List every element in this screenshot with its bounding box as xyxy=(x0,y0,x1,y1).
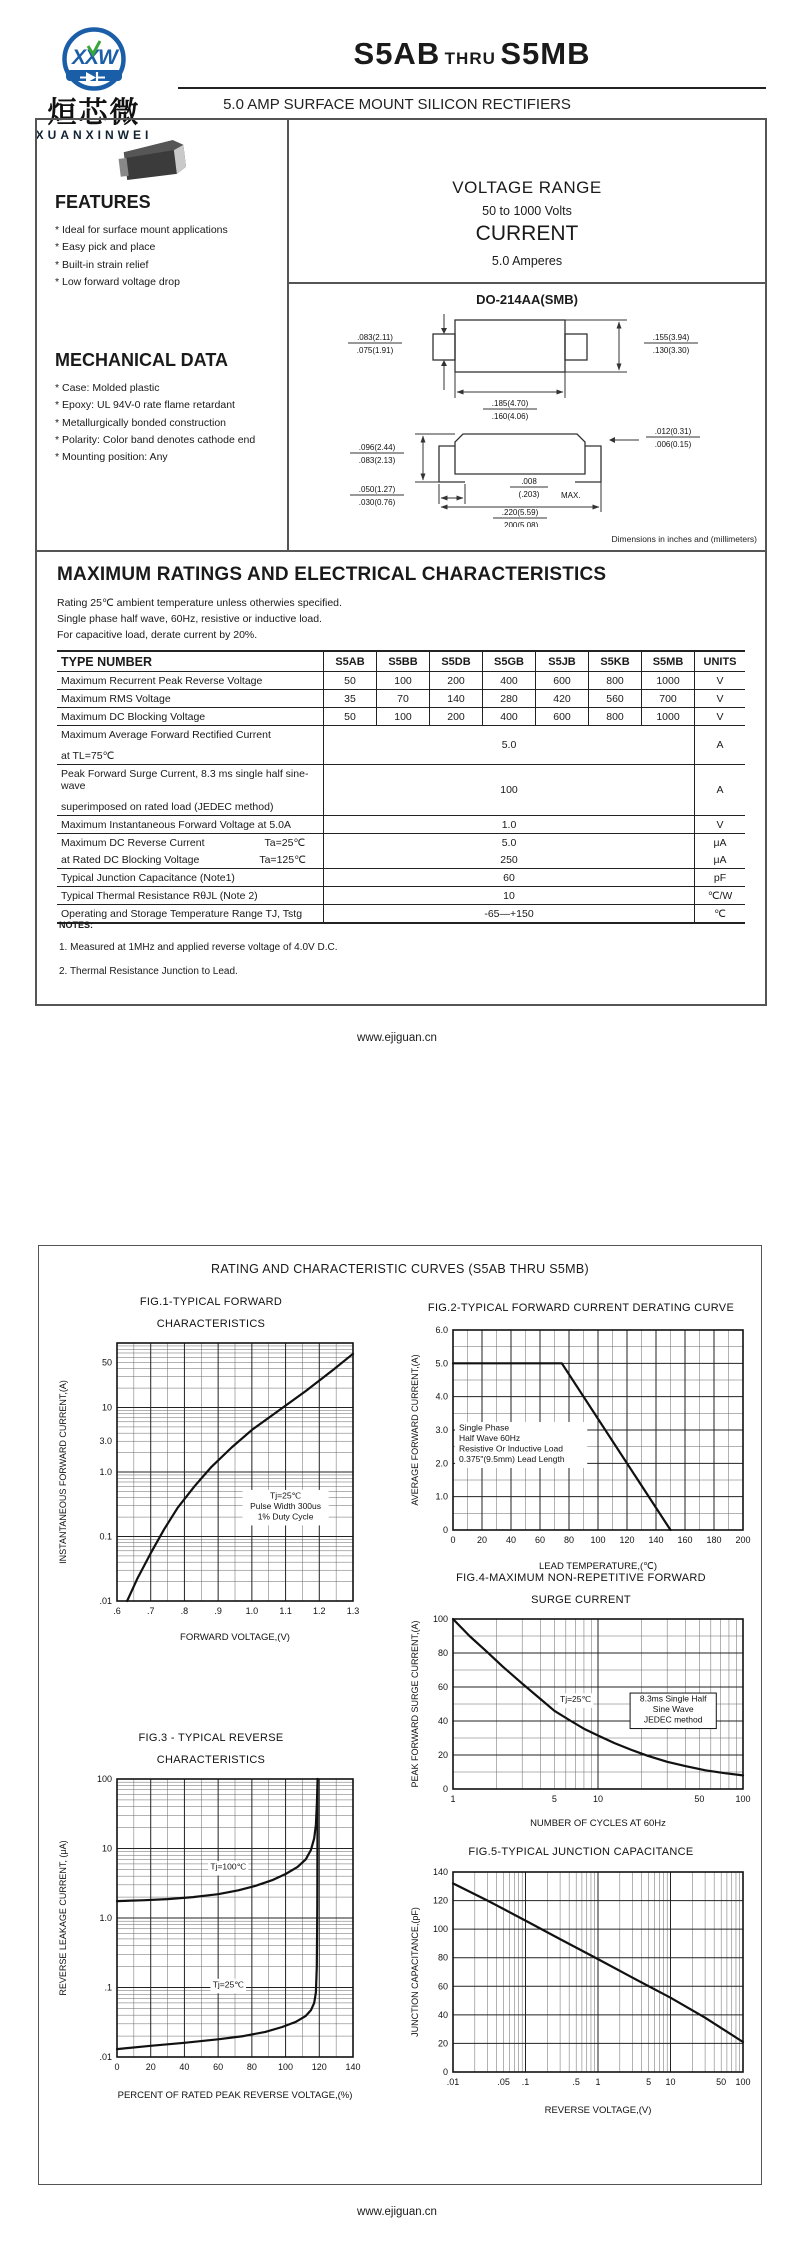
svg-text:3.0: 3.0 xyxy=(435,1424,448,1435)
value-cell: 100 xyxy=(377,672,430,690)
svg-text:10: 10 xyxy=(101,1402,112,1413)
svg-text:4.0: 4.0 xyxy=(435,1391,448,1402)
svg-text:5: 5 xyxy=(551,1794,557,1804)
chart-title: SURGE CURRENT xyxy=(531,1593,631,1606)
chart-title: CHARACTERISTICS xyxy=(156,1753,266,1766)
svg-text:1% Duty Cycle: 1% Duty Cycle xyxy=(257,1511,314,1522)
svg-text:20: 20 xyxy=(145,2062,156,2072)
svg-text:.096(2.44): .096(2.44) xyxy=(358,443,396,452)
svg-text:.130(3.30): .130(3.30) xyxy=(652,346,690,355)
svg-text:6.0: 6.0 xyxy=(435,1324,448,1335)
svg-text:Tj=25℃: Tj=25℃ xyxy=(270,1490,302,1501)
list-item: 1. Measured at 1MHz and applied reverse voltage of 4.0V D.C. xyxy=(59,942,338,953)
curves-box xyxy=(38,1245,762,2185)
svg-text:.5: .5 xyxy=(572,2076,580,2087)
svg-text:120: 120 xyxy=(432,1895,448,1906)
unit-cell: A xyxy=(695,726,746,765)
table-row xyxy=(57,816,745,834)
svg-text:10: 10 xyxy=(592,1794,604,1804)
list-item: For capacitive load, derate current by 20%. xyxy=(57,628,258,641)
svg-text:1.0: 1.0 xyxy=(99,1913,112,1923)
svg-text:200: 200 xyxy=(735,1534,751,1545)
list-item: * Metallurgically bonded construction xyxy=(55,416,227,429)
svg-text:40: 40 xyxy=(179,2062,190,2072)
list-item: * Ideal for surface mount applications xyxy=(55,224,228,236)
svg-text:.220(5.59): .220(5.59) xyxy=(501,508,539,517)
svg-text:0: 0 xyxy=(442,1524,448,1535)
svg-text:.200(5.08): .200(5.08) xyxy=(501,521,539,527)
svg-text:2.0: 2.0 xyxy=(435,1457,448,1468)
svg-text:LEAD TEMPERATURE,(℃): LEAD TEMPERATURE,(℃) xyxy=(539,1560,657,1572)
logo-icon xyxy=(58,26,130,98)
chart-canvas xyxy=(55,1773,367,2103)
notes-list xyxy=(59,936,337,984)
svg-text:80: 80 xyxy=(246,2062,257,2072)
svg-text:1.3: 1.3 xyxy=(346,1606,360,1616)
svg-text:160: 160 xyxy=(677,1534,693,1545)
unit-cell: μA xyxy=(695,851,746,869)
svg-text:.6: .6 xyxy=(113,1606,121,1616)
header-divider xyxy=(178,87,766,89)
value-cell: 50 xyxy=(324,672,377,690)
table-header-cell: S5AB xyxy=(324,651,377,672)
full-width-divider xyxy=(37,550,765,552)
value-cell: 400 xyxy=(483,708,536,726)
svg-text:20: 20 xyxy=(437,2037,448,2048)
series-Tj=100℃ xyxy=(117,1779,318,1901)
chart-title: FIG.5-TYPICAL JUNCTION CAPACITANCE xyxy=(468,1846,694,1858)
table-header-cell: S5KB xyxy=(589,651,642,672)
value-cell: 5.0 xyxy=(324,726,695,765)
chart-title: FIG.3 - TYPICAL REVERSE xyxy=(138,1732,284,1744)
table-header-cell: S5JB xyxy=(536,651,589,672)
title-part1: S5AB xyxy=(353,36,441,71)
brand-name-cn: 烜芯微 xyxy=(47,97,141,129)
chart-canvas xyxy=(407,1866,755,2118)
table-row xyxy=(57,851,745,869)
svg-text:20: 20 xyxy=(437,1750,448,1760)
svg-text:FORWARD VOLTAGE,(V): FORWARD VOLTAGE,(V) xyxy=(180,1632,290,1643)
list-item: * Polarity: Color band denotes cathode end xyxy=(55,433,256,446)
value-cell: 800 xyxy=(589,708,642,726)
unit-cell: V xyxy=(695,816,746,834)
svg-text:.012(0.31): .012(0.31) xyxy=(654,427,692,436)
svg-text:.185(4.70): .185(4.70) xyxy=(491,399,529,408)
package-name: DO-214AA(SMB) xyxy=(476,292,578,307)
row-label: Typical Thermal Resistance RθJL (Note 2) xyxy=(57,887,324,905)
svg-text:.01: .01 xyxy=(99,1596,112,1606)
unit-cell: V xyxy=(695,708,746,726)
unit-cell: pF xyxy=(695,869,746,887)
list-item: * Low forward voltage drop xyxy=(55,275,180,288)
svg-text:20: 20 xyxy=(476,1534,488,1545)
footer-url[interactable]: www.ejiguan.cn xyxy=(357,2206,437,2218)
table-row xyxy=(57,905,745,924)
package-drawing-canvas xyxy=(305,312,745,527)
chart-canvas xyxy=(55,1337,367,1645)
svg-text:100: 100 xyxy=(432,1923,448,1934)
svg-text:1: 1 xyxy=(595,2076,601,2087)
svg-text:JEDEC method: JEDEC method xyxy=(643,1714,703,1725)
value-cell: 400 xyxy=(483,672,536,690)
svg-text:50: 50 xyxy=(101,1357,112,1368)
row-label: Peak Forward Surge Current, 8.3 ms single half sine-wave superimposed on rated load (JEDEC method) xyxy=(57,765,324,816)
svg-text:.075(1.91): .075(1.91) xyxy=(356,346,394,355)
row-label: Maximum Average Forward Rectified Current at TL=75℃ xyxy=(57,726,324,765)
chart-title: CHARACTERISTICS xyxy=(156,1317,266,1330)
mechanical-list xyxy=(55,380,255,467)
value-cell: 200 xyxy=(430,708,483,726)
list-item: * Epoxy: UL 94V-0 rate flame retardant xyxy=(55,399,235,412)
table-row xyxy=(57,690,745,708)
svg-text:.9: .9 xyxy=(214,1606,222,1616)
fig4-surge-current-chart xyxy=(407,1570,755,1836)
svg-text:.006(0.15): .006(0.15) xyxy=(654,440,692,449)
svg-text:80: 80 xyxy=(437,1648,448,1658)
svg-text:Single Phase: Single Phase xyxy=(459,1422,510,1432)
svg-text:.01: .01 xyxy=(446,2076,460,2087)
svg-text:0.375"(9.5mm) Lead Length: 0.375"(9.5mm) Lead Length xyxy=(459,1453,565,1464)
list-item: 2. Thermal Resistance Junction to Lead. xyxy=(59,966,238,977)
unit-cell: ℃ xyxy=(695,905,746,924)
value-cell: 70 xyxy=(377,690,430,708)
svg-text:100: 100 xyxy=(96,1774,112,1784)
svg-text:120: 120 xyxy=(311,2062,327,2072)
title-thru: THRU xyxy=(444,49,496,68)
svg-text:NUMBER OF CYCLES AT 60Hz: NUMBER OF CYCLES AT 60Hz xyxy=(530,1818,666,1829)
svg-text:40: 40 xyxy=(505,1534,517,1545)
svg-text:.1: .1 xyxy=(104,1982,112,1993)
svg-text:60: 60 xyxy=(437,1682,448,1692)
row-label: Maximum Instantaneous Forward Voltage at 5.0A xyxy=(57,816,324,834)
svg-text:140: 140 xyxy=(432,1866,448,1877)
svg-text:.8: .8 xyxy=(180,1606,189,1616)
svg-text:Sine Wave: Sine Wave xyxy=(652,1704,694,1715)
svg-text:0: 0 xyxy=(114,2062,120,2072)
value-cell: 1.0 xyxy=(324,816,695,834)
table-header-label: TYPE NUMBER xyxy=(57,651,324,672)
mechanical-heading: MECHANICAL DATA xyxy=(55,350,228,370)
value-cell: 1000 xyxy=(642,672,695,690)
svg-text:PEAK FORWARD SURGE CURRENT,(A): PEAK FORWARD SURGE CURRENT,(A) xyxy=(410,1620,420,1788)
svg-text:60: 60 xyxy=(213,2062,224,2072)
value-cell: -65—+150 xyxy=(324,905,695,924)
table-header-cell: UNITS xyxy=(695,651,746,672)
ratings-table-wrap xyxy=(57,650,745,924)
spec-box xyxy=(35,118,767,1006)
svg-text:W: W xyxy=(98,46,118,69)
row-label: Typical Junction Capacitance (Note1) xyxy=(57,869,324,887)
list-item: Single phase half wave, 60Hz, resistive or inductive load. xyxy=(57,612,322,625)
table-header-cell: S5GB xyxy=(483,651,536,672)
voltage-range-value: 50 to 1000 Volts xyxy=(482,204,572,218)
svg-text:MAX.: MAX. xyxy=(561,491,581,500)
svg-text:INSTANTANEOUS FORWARD CURRENT,: INSTANTANEOUS FORWARD CURRENT,(A) xyxy=(58,1380,68,1564)
svg-text:60: 60 xyxy=(534,1534,546,1545)
svg-text:100: 100 xyxy=(278,2062,294,2072)
svg-text:100: 100 xyxy=(590,1534,606,1545)
svg-text:JUNCTION CAPACITANCE,(pF): JUNCTION CAPACITANCE,(pF) xyxy=(410,1906,420,2037)
svg-text:.083(2.13): .083(2.13) xyxy=(358,456,396,465)
svg-text:Tj=25℃: Tj=25℃ xyxy=(212,1979,244,1990)
unit-cell: V xyxy=(695,672,746,690)
value-cell: 420 xyxy=(536,690,589,708)
page-subtitle: 5.0 AMP SURFACE MOUNT SILICON RECTIFIERS xyxy=(223,96,571,113)
svg-text:0.1: 0.1 xyxy=(99,1531,112,1542)
features-heading: FEATURES xyxy=(55,192,151,212)
value-cell: 560 xyxy=(589,690,642,708)
value-cell: 800 xyxy=(589,672,642,690)
row-label: at Rated DC Blocking Voltage Ta=125℃ xyxy=(57,851,324,869)
chart-canvas xyxy=(407,1613,755,1831)
value-cell: 50 xyxy=(324,708,377,726)
row-label: Maximum DC Blocking Voltage xyxy=(57,708,324,726)
footer-url[interactable]: www.ejiguan.cn xyxy=(357,1032,437,1044)
svg-text:5.0: 5.0 xyxy=(435,1357,448,1368)
svg-text:8.3ms Single Half: 8.3ms Single Half xyxy=(639,1693,707,1704)
svg-text:40: 40 xyxy=(437,1716,448,1726)
svg-text:X: X xyxy=(72,46,87,69)
svg-text:100: 100 xyxy=(735,1794,751,1804)
value-cell: 100 xyxy=(377,708,430,726)
svg-text:1.2: 1.2 xyxy=(313,1606,326,1616)
svg-text:0: 0 xyxy=(442,1784,448,1794)
ratings-conditions xyxy=(57,596,342,643)
table-header-cell: S5DB xyxy=(430,651,483,672)
fig3-reverse-characteristics-chart xyxy=(55,1730,367,2108)
list-item: * Case: Molded plastic xyxy=(55,382,160,394)
chart-canvas xyxy=(407,1322,755,1574)
value-cell: 140 xyxy=(430,690,483,708)
unit-cell: ℃/W xyxy=(695,887,746,905)
dimensions-note: Dimensions in inches and (millimeters) xyxy=(611,534,757,544)
value-cell: 200 xyxy=(430,672,483,690)
row-label: Maximum DC Reverse Current Ta=25℃ xyxy=(61,836,306,849)
svg-text:AVERAGE FORWARD CURRENT,(A): AVERAGE FORWARD CURRENT,(A) xyxy=(410,1353,420,1506)
svg-text:100: 100 xyxy=(735,2076,751,2087)
table-row xyxy=(57,869,745,887)
list-item: Rating 25℃ ambient temperature unless otherwies specified. xyxy=(57,597,342,609)
value-cell: 600 xyxy=(536,708,589,726)
svg-text:140: 140 xyxy=(345,2062,361,2072)
svg-text:100: 100 xyxy=(432,1614,448,1624)
fig1-forward-characteristics-chart xyxy=(55,1294,367,1650)
svg-text:1.0: 1.0 xyxy=(435,1491,448,1502)
list-item: * Mounting position: Any xyxy=(55,451,168,464)
svg-text:Resistive Or Inductive Load: Resistive Or Inductive Load xyxy=(459,1443,564,1453)
svg-text:Tj=25℃: Tj=25℃ xyxy=(560,1693,592,1704)
svg-text:.1: .1 xyxy=(521,2076,530,2087)
svg-text:.008: .008 xyxy=(521,477,537,486)
value-cell: 700 xyxy=(642,690,695,708)
current-heading: CURRENT xyxy=(475,222,579,245)
svg-text:50: 50 xyxy=(694,1794,705,1804)
value-cell: 1000 xyxy=(642,708,695,726)
svg-text:.030(0.76): .030(0.76) xyxy=(358,498,396,507)
row-label: Operating and Storage Temperature Range TJ, Tstg xyxy=(57,905,324,924)
fig5-junction-capacitance-chart xyxy=(407,1844,755,2123)
svg-text:5: 5 xyxy=(646,2076,652,2087)
svg-text:REVERSE LEAKAGE CURRENT, (μA): REVERSE LEAKAGE CURRENT, (μA) xyxy=(58,1840,68,1996)
package-outline-drawing xyxy=(305,312,745,532)
svg-text:.155(3.94): .155(3.94) xyxy=(652,333,690,342)
svg-text:.01: .01 xyxy=(99,2052,112,2062)
list-item: * Easy pick and place xyxy=(55,241,156,254)
chart-title: FIG.2-TYPICAL FORWARD CURRENT DERATING CURVE xyxy=(427,1302,735,1314)
chart-title: FIG.4-MAXIMUM NON-REPETITIVE FORWARD xyxy=(456,1572,706,1584)
svg-text:180: 180 xyxy=(706,1534,722,1545)
voltage-range-heading: VOLTAGE RANGE xyxy=(452,178,602,197)
value-cell: 5.0 xyxy=(324,834,695,852)
table-header-cell: S5MB xyxy=(642,651,695,672)
svg-text:80: 80 xyxy=(437,1952,448,1963)
curves-heading: RATING AND CHARACTERISTIC CURVES (S5AB THRU S5MB) xyxy=(211,1262,589,1276)
svg-text:60: 60 xyxy=(437,1980,448,1991)
value-cell: 100 xyxy=(324,765,695,816)
svg-text:1.0: 1.0 xyxy=(245,1606,259,1616)
value-cell: 10 xyxy=(324,887,695,905)
svg-text:140: 140 xyxy=(648,1534,664,1545)
notes-heading: NOTES: xyxy=(59,920,94,930)
svg-text:.7: .7 xyxy=(146,1606,155,1616)
svg-text:.05: .05 xyxy=(497,2076,510,2087)
unit-cell: μA xyxy=(695,834,746,852)
svg-text:80: 80 xyxy=(563,1534,575,1545)
table-row xyxy=(57,726,745,765)
table-row xyxy=(57,708,745,726)
table-row xyxy=(57,834,745,852)
value-cell: 280 xyxy=(483,690,536,708)
unit-cell: V xyxy=(695,690,746,708)
ratings-table xyxy=(57,650,745,924)
svg-text:120: 120 xyxy=(619,1534,635,1545)
svg-text:1: 1 xyxy=(450,1794,456,1804)
smd-diode-photo xyxy=(109,132,209,193)
svg-text:Tj=100℃: Tj=100℃ xyxy=(210,1861,247,1872)
svg-text:.050(1.27): .050(1.27) xyxy=(358,485,396,494)
svg-text:10: 10 xyxy=(665,2076,676,2087)
svg-text:0: 0 xyxy=(442,2066,448,2077)
chart-title: FIG.1-TYPICAL FORWARD xyxy=(139,1296,283,1308)
svg-text:1.0: 1.0 xyxy=(99,1467,112,1477)
svg-text:50: 50 xyxy=(716,2076,727,2087)
value-cell: 60 xyxy=(324,869,695,887)
row-label: Maximum Recurrent Peak Reverse Voltage xyxy=(57,672,324,690)
table-row xyxy=(57,887,745,905)
svg-text:1.1: 1.1 xyxy=(279,1606,292,1616)
svg-text:X: X xyxy=(85,46,100,69)
table-header-cell: S5BB xyxy=(377,651,430,672)
svg-text:Pulse Width 300us: Pulse Width 300us xyxy=(250,1500,322,1511)
list-item: * Built-in strain relief xyxy=(55,258,149,271)
value-cell: 250 xyxy=(324,851,695,869)
svg-text:40: 40 xyxy=(437,2009,448,2020)
svg-text:10: 10 xyxy=(101,1843,112,1854)
unit-cell: A xyxy=(695,765,746,816)
table-row xyxy=(57,765,745,816)
features-list xyxy=(55,222,228,291)
brand-name-en: XUANXINWEI xyxy=(35,128,153,143)
value-cell: 600 xyxy=(536,672,589,690)
right-column-divider xyxy=(289,282,765,284)
svg-text:(.203): (.203) xyxy=(518,490,540,499)
table-row xyxy=(57,672,745,690)
svg-text:Half Wave 60Hz: Half Wave 60Hz xyxy=(459,1432,521,1443)
row-label: Maximum RMS Voltage xyxy=(57,690,324,708)
svg-text:.160(4.06): .160(4.06) xyxy=(491,412,529,421)
svg-text:.083(2.11): .083(2.11) xyxy=(357,333,393,342)
fig2-derating-curve-chart xyxy=(407,1300,755,1579)
svg-text:0: 0 xyxy=(450,1534,456,1545)
current-value: 5.0 Amperes xyxy=(491,254,563,268)
value-cell: 35 xyxy=(324,690,377,708)
svg-text:REVERSE VOLTAGE,(V): REVERSE VOLTAGE,(V) xyxy=(544,2104,652,2116)
ratings-heading: MAXIMUM RATINGS AND ELECTRICAL CHARACTERISTICS xyxy=(57,564,607,585)
title-part2: S5MB xyxy=(500,36,591,71)
page-title xyxy=(180,36,764,72)
svg-text:PERCENT OF RATED PEAK REVERSE: PERCENT OF RATED PEAK REVERSE VOLTAGE,(%) xyxy=(117,2090,353,2101)
svg-text:3.0: 3.0 xyxy=(99,1436,112,1447)
